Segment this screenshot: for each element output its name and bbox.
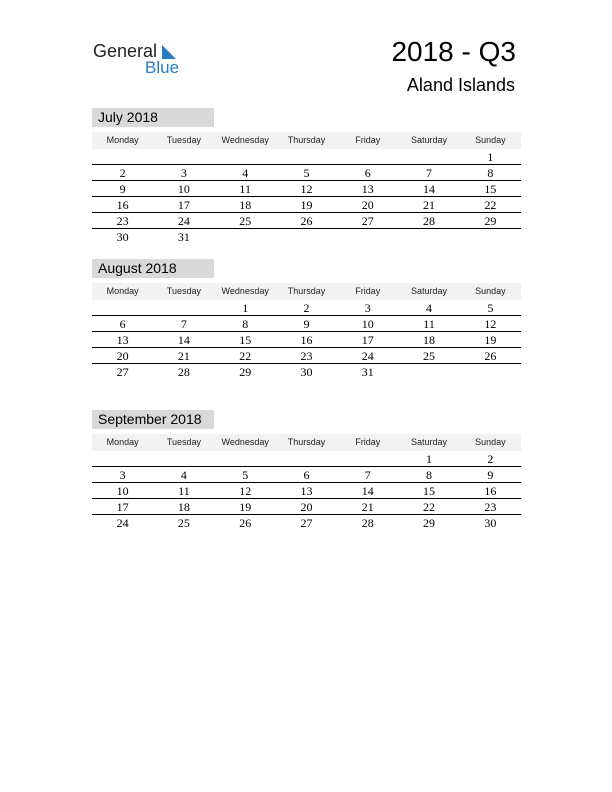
logo-triangle-icon	[162, 45, 176, 59]
day-cell: 30	[484, 516, 497, 530]
day-cell: 10	[361, 317, 374, 331]
weekday-label: Sunday	[475, 286, 506, 296]
weekday-label: Friday	[355, 437, 381, 447]
day-cell: 28	[177, 365, 190, 379]
day-cell	[92, 149, 153, 164]
month-july	[92, 108, 521, 245]
day-cell: 11	[178, 484, 190, 498]
day-cell: 15	[423, 484, 436, 498]
day-cell: 12	[484, 317, 497, 331]
day-cell: 29	[423, 516, 436, 530]
weekday-label: Tuesday	[166, 437, 202, 447]
day-cell	[153, 300, 214, 315]
day-cell	[398, 364, 459, 380]
day-cell: 27	[116, 365, 129, 379]
day-cell: 8	[426, 468, 433, 482]
day-cell: 21	[177, 349, 190, 363]
day-cell: 1	[487, 150, 494, 164]
day-cell: 25	[423, 349, 436, 363]
weekday-label: Wednesday	[221, 135, 269, 145]
day-cell: 18	[239, 198, 252, 212]
day-cell: 17	[116, 500, 129, 514]
day-cell: 24	[116, 516, 129, 530]
week-row	[92, 316, 521, 332]
week-row	[92, 515, 521, 531]
weekday-label: Saturday	[411, 437, 448, 447]
day-cell: 14	[423, 182, 436, 196]
weekday-label: Sunday	[475, 135, 506, 145]
day-cell: 17	[361, 333, 374, 347]
day-cell: 9	[303, 317, 310, 331]
day-cell: 20	[300, 500, 313, 514]
day-cell: 28	[423, 214, 436, 228]
day-cell: 16	[300, 333, 313, 347]
week-row	[92, 483, 521, 499]
weekday-label: Wednesday	[221, 437, 269, 447]
day-cell	[276, 451, 337, 466]
day-cell: 16	[484, 484, 497, 498]
day-cell: 6	[303, 468, 310, 482]
day-cell: 21	[361, 500, 374, 514]
day-cell: 30	[116, 230, 129, 244]
week-row	[92, 149, 521, 165]
week-row	[92, 499, 521, 515]
day-cell: 26	[239, 516, 252, 530]
day-cell: 3	[364, 301, 371, 315]
weekday-header	[92, 132, 521, 149]
day-cell	[215, 149, 276, 164]
day-cell: 6	[364, 166, 371, 180]
day-cell: 4	[242, 166, 249, 180]
day-cell: 2	[487, 452, 494, 466]
weekday-label: Wednesday	[221, 286, 269, 296]
day-cell: 5	[242, 468, 249, 482]
week-row	[92, 451, 521, 467]
day-cell: 3	[180, 166, 187, 180]
day-cell: 21	[423, 198, 436, 212]
day-cell: 14	[177, 333, 190, 347]
month-label: September 2018	[92, 410, 214, 429]
day-cell: 23	[300, 349, 313, 363]
day-cell	[276, 229, 337, 245]
day-cell: 1	[242, 301, 249, 315]
day-cell: 3	[119, 468, 126, 482]
day-cell	[92, 300, 153, 315]
month-august	[92, 259, 521, 380]
day-cell	[276, 149, 337, 164]
day-cell	[153, 149, 214, 164]
day-cell: 2	[303, 301, 310, 315]
weekday-label: Monday	[106, 437, 139, 447]
week-row	[92, 165, 521, 181]
day-cell	[337, 451, 398, 466]
day-cell: 10	[177, 182, 190, 196]
day-cell: 19	[300, 198, 313, 212]
day-cell: 15	[484, 182, 497, 196]
day-cell	[153, 451, 214, 466]
day-cell: 31	[361, 365, 374, 379]
day-cell: 29	[484, 214, 497, 228]
weeks	[92, 300, 521, 380]
month-september	[92, 410, 521, 531]
week-row	[92, 197, 521, 213]
weekday-label: Tuesday	[166, 135, 202, 145]
day-cell: 14	[361, 484, 374, 498]
day-cell	[398, 229, 459, 245]
weeks	[92, 149, 521, 245]
day-cell: 13	[116, 333, 129, 347]
day-cell: 16	[116, 198, 129, 212]
day-cell: 6	[119, 317, 126, 331]
day-cell: 4	[426, 301, 433, 315]
logo-text-blue: Blue	[145, 58, 180, 77]
day-cell	[337, 229, 398, 245]
day-cell: 10	[116, 484, 129, 498]
day-cell: 25	[239, 214, 252, 228]
day-cell	[92, 451, 153, 466]
weekday-label: Sunday	[475, 437, 506, 447]
day-cell	[398, 149, 459, 164]
day-cell: 24	[361, 349, 374, 363]
week-row	[92, 332, 521, 348]
day-cell: 13	[361, 182, 374, 196]
day-cell: 18	[177, 500, 190, 514]
weekday-header	[92, 283, 521, 300]
page-title: 2018 - Q3	[391, 36, 516, 67]
week-row	[92, 213, 521, 229]
week-row	[92, 467, 521, 483]
day-cell: 4	[180, 468, 187, 482]
day-cell: 25	[177, 516, 190, 530]
day-cell: 9	[119, 182, 126, 196]
weekday-label: Saturday	[411, 135, 448, 145]
weekday-label: Friday	[355, 286, 381, 296]
day-cell: 20	[116, 349, 129, 363]
day-cell: 30	[300, 365, 313, 379]
weekday-label: Thursday	[287, 286, 326, 296]
day-cell: 5	[487, 301, 494, 315]
day-cell: 23	[484, 500, 497, 514]
weekday-header	[92, 434, 521, 451]
weekday-label: Saturday	[411, 286, 448, 296]
day-cell: 8	[487, 166, 494, 180]
month-label: July 2018	[92, 108, 214, 127]
day-cell: 22	[484, 198, 497, 212]
day-cell: 12	[300, 182, 313, 196]
weekday-label: Tuesday	[166, 286, 202, 296]
day-cell: 17	[177, 198, 190, 212]
day-cell: 26	[484, 349, 497, 363]
week-row	[92, 364, 521, 380]
weeks	[92, 451, 521, 531]
day-cell: 7	[364, 468, 371, 482]
day-cell: 12	[239, 484, 252, 498]
weekday-label: Monday	[106, 286, 139, 296]
day-cell	[215, 229, 276, 245]
day-cell: 22	[239, 349, 252, 363]
day-cell: 8	[242, 317, 249, 331]
day-cell	[337, 149, 398, 164]
weekday-label: Thursday	[287, 437, 326, 447]
day-cell: 7	[426, 166, 433, 180]
day-cell: 27	[300, 516, 313, 530]
day-cell: 19	[484, 333, 497, 347]
day-cell: 23	[116, 214, 129, 228]
day-cell: 22	[423, 500, 436, 514]
day-cell: 7	[180, 317, 187, 331]
page-subtitle: Aland Islands	[406, 75, 515, 95]
generalblue-logo	[93, 41, 193, 81]
month-label: August 2018	[92, 259, 214, 278]
day-cell: 2	[119, 166, 126, 180]
week-row	[92, 348, 521, 364]
week-row	[92, 300, 521, 316]
day-cell: 5	[303, 166, 310, 180]
day-cell: 9	[487, 468, 494, 482]
day-cell: 13	[300, 484, 313, 498]
weekday-label: Thursday	[287, 135, 326, 145]
day-cell	[215, 451, 276, 466]
day-cell: 18	[423, 333, 436, 347]
day-cell: 19	[239, 500, 252, 514]
weekday-label: Friday	[355, 135, 381, 145]
day-cell	[460, 364, 521, 380]
week-row	[92, 229, 521, 245]
day-cell: 31	[177, 230, 190, 244]
day-cell: 24	[177, 214, 190, 228]
logo-text-general: General	[93, 41, 158, 61]
day-cell: 28	[361, 516, 374, 530]
day-cell	[460, 229, 521, 245]
day-cell: 11	[239, 182, 251, 196]
week-row	[92, 181, 521, 197]
day-cell: 1	[426, 452, 433, 466]
weekday-label: Monday	[106, 135, 139, 145]
day-cell: 29	[239, 365, 252, 379]
day-cell: 27	[361, 214, 374, 228]
day-cell: 26	[300, 214, 313, 228]
day-cell: 15	[239, 333, 252, 347]
day-cell: 11	[423, 317, 435, 331]
day-cell: 20	[361, 198, 374, 212]
